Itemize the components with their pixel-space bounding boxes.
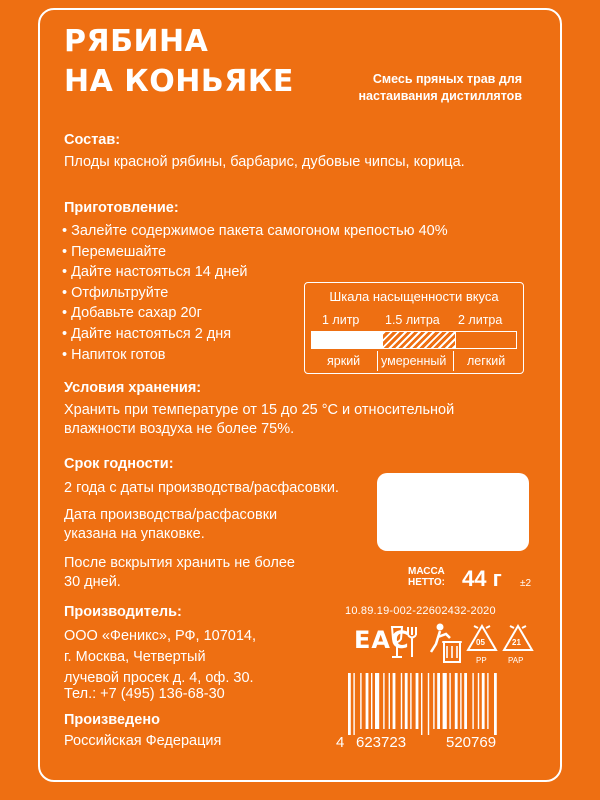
product-subtitle bbox=[358, 71, 522, 105]
production-date-line-1: Дата производства/расфасовки bbox=[64, 507, 278, 523]
barcode-bar bbox=[410, 673, 411, 729]
composition-heading: Состав: bbox=[64, 132, 121, 148]
bar-segment-light bbox=[456, 332, 516, 348]
spec-code: 10.89.19-002-22602432-2020 bbox=[345, 605, 496, 617]
barcode-group-1: 623723 bbox=[356, 734, 407, 751]
barcode-bar bbox=[455, 673, 458, 729]
product-title bbox=[64, 22, 294, 102]
taste-scale-title: Шкала насыщенности вкуса bbox=[329, 289, 499, 304]
mass-label-line-2: НЕТТО: bbox=[408, 577, 445, 588]
volume-label: 1.5 литра bbox=[385, 313, 440, 327]
barcode-bar bbox=[472, 673, 473, 729]
barcode-bar bbox=[464, 673, 467, 729]
origin-heading: Произведено bbox=[64, 712, 160, 728]
barcode-bar bbox=[482, 673, 485, 729]
scale-divider bbox=[377, 351, 378, 371]
step-item: • Дайте настояться 14 дней bbox=[62, 262, 448, 283]
barcode-bar bbox=[389, 673, 390, 729]
barcode-bar bbox=[405, 673, 408, 729]
taste-label: умеренный bbox=[381, 354, 447, 368]
taste-scale bbox=[304, 282, 524, 374]
step-item: • Дайте настояться 2 дня bbox=[62, 324, 448, 345]
barcode-bar bbox=[366, 673, 369, 729]
barcode-bar bbox=[393, 673, 396, 729]
manufacturer-line-1: ООО «Феникс», РФ, 107014, bbox=[64, 628, 257, 644]
after-opening-line-1: После вскрытия хранить не более bbox=[64, 555, 295, 571]
pap-label: PAP bbox=[508, 656, 524, 665]
barcode-bar bbox=[443, 673, 447, 729]
barcode-bar bbox=[401, 673, 402, 729]
barcode-bar bbox=[494, 673, 497, 735]
title-line-1: РЯБИНА bbox=[64, 24, 209, 59]
net-mass-label bbox=[408, 566, 445, 588]
bar-segment-bright bbox=[312, 332, 382, 348]
barcode-bar bbox=[360, 673, 361, 729]
barcode-bar bbox=[487, 673, 488, 729]
barcode-group-2: 520769 bbox=[446, 734, 497, 751]
pp-number: 05 bbox=[476, 638, 485, 647]
after-opening-line-2: 30 дней. bbox=[64, 574, 121, 590]
date-stamp-box bbox=[377, 473, 529, 551]
subtitle-line-2: настаивания дистиллятов bbox=[358, 89, 522, 103]
barcode-bar bbox=[348, 673, 351, 735]
step-item: • Добавьте сахар 20г bbox=[62, 303, 448, 324]
manufacturer-heading: Производитель: bbox=[64, 604, 182, 620]
mass-tolerance: ±2 bbox=[520, 578, 532, 589]
barcode-bar bbox=[383, 673, 384, 729]
taste-label: легкий bbox=[467, 354, 506, 368]
mass-label-line-1: МАССА bbox=[408, 566, 445, 577]
storage-heading: Условия хранения: bbox=[64, 380, 202, 396]
barcode-bar bbox=[371, 673, 372, 729]
volume-label: 2 литра bbox=[458, 313, 503, 327]
step-item: • Перемешайте bbox=[62, 242, 448, 263]
production-date-line-2: указана на упаковке. bbox=[64, 526, 205, 542]
subtitle-line-1: Смесь пряных трав для bbox=[372, 72, 522, 86]
bar-segment-moderate bbox=[382, 332, 456, 348]
tidyman-bin-icon bbox=[428, 622, 464, 666]
composition-text: Плоды красной рябины, барбарис, дубовые чипсы, корица. bbox=[64, 154, 465, 170]
shelf-life-heading: Срок годности: bbox=[64, 456, 174, 472]
storage-line-2: влажности воздуха не более 75%. bbox=[64, 421, 295, 437]
net-mass-value: 44 г bbox=[462, 566, 502, 591]
barcode-bar bbox=[353, 673, 354, 735]
barcode-bar bbox=[478, 673, 479, 729]
step-item: • Залейте содержимое пакета самогоном крепостью 40% bbox=[62, 221, 448, 242]
step-item: • Отфильтруйте bbox=[62, 283, 448, 304]
pap-number: 21 bbox=[512, 638, 521, 647]
origin-country: Российская Федерация bbox=[64, 733, 222, 749]
manufacturer-line-3: лучевой просек д. 4, оф. 30. bbox=[64, 670, 254, 686]
eac-mark-icon: EAC bbox=[354, 626, 410, 654]
volume-label: 1 литр bbox=[322, 313, 360, 327]
barcode-bar bbox=[433, 673, 434, 729]
taste-scale-bar bbox=[311, 331, 517, 349]
glass-fork-icon bbox=[388, 624, 422, 664]
title-line-2: НА КОНЬЯКЕ bbox=[64, 64, 294, 99]
barcode-bar bbox=[449, 673, 450, 729]
barcode-bar bbox=[437, 673, 440, 729]
storage-line-1: Хранить при температуре от 15 до 25 °С и относительной bbox=[64, 402, 455, 418]
scale-divider bbox=[453, 351, 454, 371]
barcode-bar bbox=[421, 673, 422, 735]
manufacturer-line-2: г. Москва, Четвертый bbox=[64, 649, 206, 665]
barcode-digit-first: 4 bbox=[336, 734, 345, 751]
barcode-bar bbox=[375, 673, 379, 729]
preparation-heading: Приготовление: bbox=[64, 200, 179, 216]
barcode-bar bbox=[416, 673, 419, 729]
manufacturer-phone: Тел.: +7 (495) 136-68-30 bbox=[64, 686, 225, 702]
step-item: • Напиток готов bbox=[62, 345, 448, 366]
barcode-bar bbox=[428, 673, 429, 735]
shelf-life-text: 2 года с даты производства/расфасовки. bbox=[64, 480, 339, 496]
barcode bbox=[348, 673, 523, 735]
barcode-bar bbox=[460, 673, 461, 729]
pp-label: PP bbox=[476, 656, 487, 665]
taste-label: яркий bbox=[327, 354, 361, 368]
